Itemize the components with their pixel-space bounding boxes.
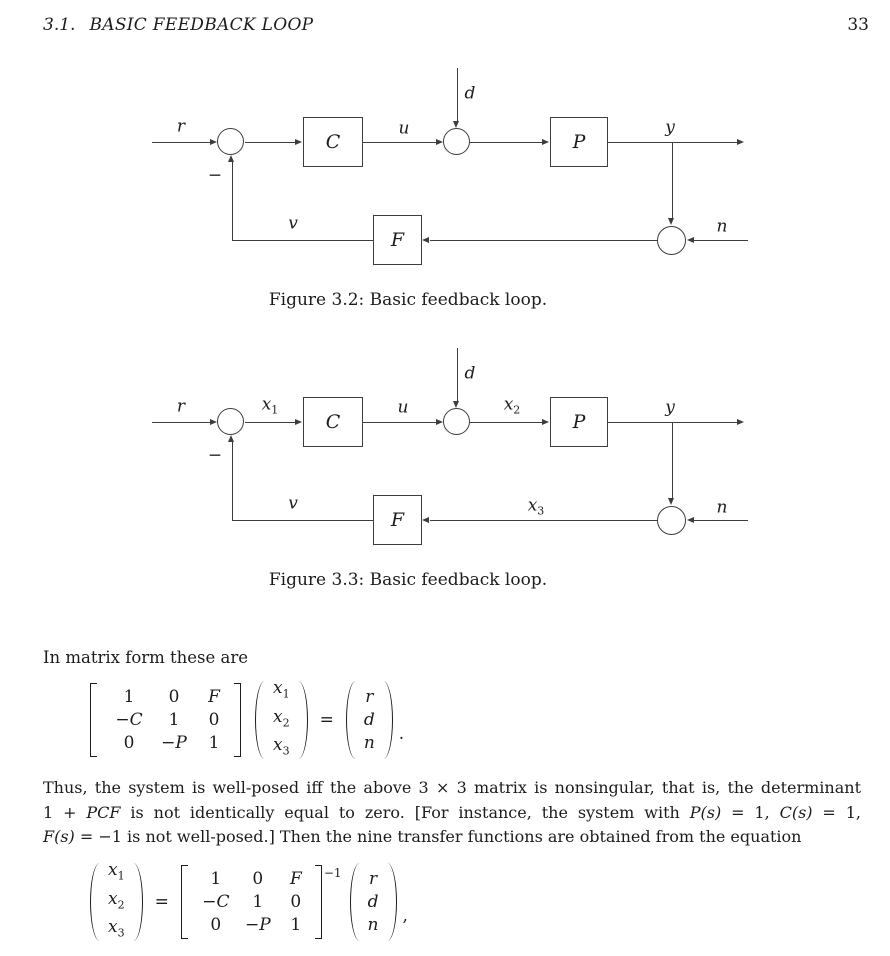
eq1-r: r — [365, 686, 374, 707]
eq2-bracket-left — [181, 865, 188, 939]
fig32-label-u: u — [398, 118, 410, 139]
eq1-cell: 1 — [208, 733, 220, 753]
eq2-paren-left — [90, 863, 100, 941]
fig32-arrowhead-into-sum3-top — [668, 218, 674, 225]
fig33-line-feedback-up — [232, 442, 233, 521]
paragraph-line-3: F(s) = −1 is not well-posed.] Then the nine transfer functions are obtained from the equation — [43, 827, 802, 846]
fig32-arrowhead-into-sum2 — [436, 139, 443, 145]
fig33-label-v: v — [288, 493, 298, 514]
fig33-arrowhead-into-sum3-top — [668, 498, 674, 505]
fig32-label-v: v — [288, 213, 298, 234]
section-title: BASIC FEEDBACK LOOP — [89, 15, 314, 35]
eq2-state-vector — [90, 860, 143, 941]
fig33-arrowhead-into-sum2 — [436, 419, 443, 425]
eq2-d: d — [367, 891, 379, 912]
fig32-label-d: d — [464, 83, 476, 104]
eq2-cell: F — [289, 869, 302, 889]
eq2-cell: 0 — [252, 869, 264, 889]
fig33-line-sum3-to-F — [430, 520, 657, 521]
eq1-x3: $x_3$ — [273, 735, 290, 758]
fig33-arrowhead-into-sum1-bottom — [228, 435, 234, 442]
fig32-line-sum3-to-F — [430, 240, 657, 241]
eq2-matrix-grid — [188, 865, 315, 939]
eq1-bracket-left — [90, 683, 97, 757]
fig33-arrowhead-d-into-sum2 — [453, 401, 459, 408]
eq2-comma: , — [402, 906, 408, 926]
fig33-line-branch-down — [672, 422, 673, 498]
fig33-line-r-in — [152, 422, 210, 423]
eq2-rhs-vector — [350, 863, 397, 941]
fig33-line-sum2-to-P — [470, 422, 542, 423]
fig32-block-P: P — [550, 117, 608, 167]
fig33-arrowhead-into-P — [542, 419, 549, 425]
eq2-inverse-exponent: −1 — [323, 866, 342, 880]
eq1-equals-sign: = — [319, 710, 334, 730]
fig33-sum-junction-1 — [217, 408, 244, 435]
fig33-sum-junction-2 — [443, 408, 470, 435]
eq2-r: r — [368, 868, 378, 889]
fig32-block-C: C — [303, 117, 363, 167]
fig33-label-r: r — [176, 396, 186, 417]
fig32-block-F: F — [373, 215, 422, 265]
body-paragraph — [43, 776, 861, 850]
eq2-cell: 0 — [210, 915, 222, 935]
fig33-line-C-to-sum2 — [363, 422, 436, 423]
fig33-line-n-in — [694, 520, 748, 521]
intro-text: In matrix form these are — [43, 648, 249, 667]
fig33-arrowhead-n-into-sum3 — [687, 517, 694, 523]
eq1-coefficient-matrix — [90, 683, 241, 757]
eq1-cell: 1 — [123, 687, 135, 707]
fig33-label-x3: $x_3$ — [527, 495, 545, 518]
eq2-x3: $x_3$ — [108, 917, 125, 940]
fig33-label-y: y — [665, 397, 675, 418]
eq1-rhs-paren-left — [346, 681, 356, 759]
fig32-arrowhead-d-into-sum2 — [453, 121, 459, 128]
eq1-rhs-paren-right — [383, 681, 393, 759]
eq1-cell: 0 — [168, 687, 180, 707]
fig32-sum-junction-2 — [443, 128, 470, 155]
fig32-sum-junction-1 — [217, 128, 244, 155]
eq2-cell: 0 — [290, 892, 302, 912]
fig32-caption: Figure 3.2: Basic feedback loop. — [268, 290, 548, 310]
fig33-block-F: F — [373, 495, 422, 545]
eq2-rhs-paren-right — [387, 863, 397, 941]
fig32-label-r: r — [176, 116, 186, 137]
eq1-paren-right — [298, 681, 308, 759]
eq1-d: d — [363, 709, 375, 730]
eq1-matrix-grid — [97, 683, 234, 757]
eq2-cell: −P — [245, 915, 271, 935]
eq2-coefficient-matrix — [181, 865, 322, 939]
eq2-cell: 1 — [210, 869, 222, 889]
eq2-rhs-paren-left — [350, 863, 360, 941]
eq2-cell: −C — [202, 892, 230, 912]
fig33-arrowhead-into-sum1 — [210, 419, 217, 425]
fig33-label-x1: $x_1$ — [261, 394, 279, 417]
fig32-arrowhead-into-P — [542, 139, 549, 145]
page-number: 33 — [847, 15, 869, 35]
fig33-arrowhead-output — [737, 419, 744, 425]
fig33-block-P: P — [550, 397, 608, 447]
page-header — [43, 15, 869, 35]
eq2-x2: $x_2$ — [108, 888, 125, 912]
fig33-line-sum1-to-C — [245, 422, 296, 423]
eq2-cell: 1 — [290, 915, 302, 935]
eq2-equals-sign: = — [154, 892, 169, 912]
eq2-cell: 1 — [252, 892, 264, 912]
fig32-arrowhead-into-F — [422, 237, 429, 243]
eq1-cell: −P — [161, 733, 187, 753]
fig32-line-feedback-up — [232, 162, 233, 241]
eq1-cell: 1 — [168, 710, 180, 730]
fig32-line-branch-down — [672, 142, 673, 218]
fig33-label-x2: $x_2$ — [503, 394, 521, 417]
fig33-label-u: u — [397, 397, 409, 418]
fig33-block-C: C — [303, 397, 363, 447]
fig33-arrowhead-into-C — [295, 419, 302, 425]
equation-2 — [90, 860, 408, 941]
paragraph-line-1: Thus, the system is well-posed iff the above 3 × 3 matrix is nonsingular, that is, the determinant — [43, 778, 861, 797]
paragraph-line-2: 1 + PCF is not identically equal to zero. [For instance, the system with P(s) = 1, C(s) = 1, — [43, 802, 861, 822]
fig32-line-n-in — [694, 240, 748, 241]
fig32-line-r-in — [152, 142, 210, 143]
fig33-line-d-in — [457, 348, 458, 401]
fig32-sum-junction-3 — [657, 226, 686, 255]
fig32-arrowhead-output — [737, 139, 744, 145]
fig33-sum-junction-3 — [657, 506, 686, 535]
fig32-line-d-in — [457, 68, 458, 121]
fig32-line-sum2-to-P — [470, 142, 542, 143]
fig32-arrowhead-into-C — [295, 139, 302, 145]
eq2-x1: $x_1$ — [108, 860, 125, 883]
eq1-n: n — [363, 732, 375, 753]
fig33-arrowhead-into-F — [422, 517, 429, 523]
fig32-line-C-to-sum2 — [363, 142, 436, 143]
fig33-line-F-to-corner — [232, 520, 373, 521]
fig32-arrowhead-n-into-sum3 — [687, 237, 694, 243]
eq1-paren-left — [255, 681, 265, 759]
fig33-caption: Figure 3.3: Basic feedback loop. — [268, 570, 548, 590]
fig32-line-F-to-corner — [232, 240, 373, 241]
eq2-bracket-right — [315, 865, 322, 939]
fig33-label-minus: − — [207, 445, 223, 466]
eq1-cell: −C — [115, 710, 143, 730]
eq1-rhs-vector — [346, 681, 393, 759]
eq1-period: . — [398, 724, 405, 744]
fig33-label-n: n — [716, 497, 728, 518]
fig32-label-n: n — [716, 216, 728, 237]
eq1-cell: 0 — [208, 710, 220, 730]
fig32-arrowhead-into-sum1 — [210, 139, 217, 145]
eq1-state-vector — [255, 678, 308, 759]
fig32-arrowhead-into-sum1-bottom — [228, 155, 234, 162]
fig32-label-minus: − — [207, 165, 223, 186]
eq1-cell: F — [208, 687, 220, 707]
eq1-cell: 0 — [123, 733, 135, 753]
eq1-x2: $x_2$ — [273, 706, 290, 730]
fig32-label-y: y — [665, 117, 675, 138]
eq2-paren-right — [133, 863, 143, 941]
eq2-n: n — [367, 914, 379, 935]
eq1-bracket-right — [234, 683, 241, 757]
fig33-label-d: d — [464, 363, 476, 384]
section-number: 3.1. — [43, 15, 76, 35]
equation-1 — [90, 678, 405, 759]
fig32-line-sum1-to-C — [245, 142, 296, 143]
eq1-x1: $x_1$ — [273, 678, 290, 701]
